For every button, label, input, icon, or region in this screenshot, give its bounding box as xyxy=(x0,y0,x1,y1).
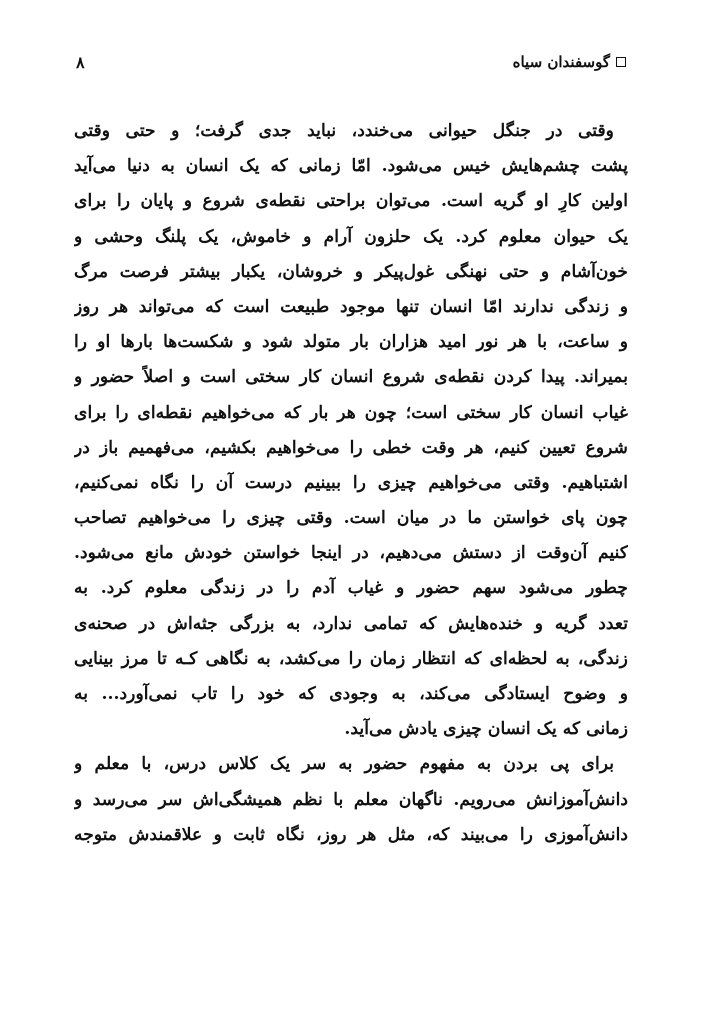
paragraph-2 xyxy=(74,747,628,853)
text-line: و وضوح ایستادگی می‌کند، به وجودی که خود را تاب نمی‌آورد... به xyxy=(74,684,628,704)
text-line: شروع تعیین کنیم، هر وقت خطی را می‌خواهیم بکشیم، می‌فهمیم باز در xyxy=(74,437,628,458)
text-line: اولین کارِ او گریه است. می‌توان براحتی نقطه‌ی شروع و پایان را برای xyxy=(74,191,628,212)
square-bullet-icon xyxy=(616,57,626,67)
page-number: ۸ xyxy=(76,52,85,72)
text-line: زمانی که یک انسان چیزی یادش می‌آید. xyxy=(344,719,628,740)
text-line: چون پای خواستن ما در میان است. وقتی چیزی را می‌خواهیم تصاحب xyxy=(74,508,628,529)
text-line: وقتی در جنگل حیوانی می‌خندد، نباید جدی گرفت؛ و حتی وقتی xyxy=(74,121,614,141)
text-line: خون‌آشام و حتی نهنگی غول‌پیکر و خروشان، یکبار بیشتر فرصت مرگ xyxy=(74,261,628,282)
text-line: بمیراند. پیدا کردن نقطه‌ی شروع انسان کار سختی است و اصلاً حضور و xyxy=(74,367,628,388)
text-line: و زندگی ندارند امّا انسان تنها موجود طبیعت است که می‌تواند هر روز xyxy=(74,296,628,317)
text-line: دانش‌آموزی را می‌بیند که، مثل هر روز، نگاه ثابت و علاقمندش متوجه xyxy=(74,824,628,845)
text-line: پشت چشم‌هایش خیس می‌شود. امّا زمانی که یک انسان به دنیا می‌آید xyxy=(74,156,628,177)
text-line: برای پی بردن به مفهوم حضور به سر یک کلاس درس، با معلم و xyxy=(74,754,614,775)
running-header xyxy=(76,48,626,76)
text-line: کنیم آن‌وقت از دستش می‌دهیم، در اینجا خواستن خودش مانع می‌شود. xyxy=(74,543,628,564)
text-line: دانش‌آموزانش می‌رویم. ناگهان معلم با نظم همیشگی‌اش سر می‌رسد و xyxy=(74,789,628,810)
text-line: زندگی، به لحظه‌ای که انتظار زمان را می‌کشد، به نگاهی کـه تا مرز بینایی xyxy=(74,648,628,669)
text-line: چطور می‌شود سهم حضور و غیاب آدم را در زندگی معلوم کرد. به xyxy=(74,578,628,599)
book-title: گوسفندان سیاه xyxy=(512,53,610,71)
paragraph-1 xyxy=(74,114,628,747)
text-line: و ساعت، با هر نور امید هزاران بار متولد شود و شکست‌ها بارها او را xyxy=(74,332,628,353)
text-line: یک حیوان معلوم کرد. یک حلزون آرام و خاموش، یک پلنگ وحشی و xyxy=(74,226,628,247)
text-line: غیاب انسان کار سختی است؛ چون هر بار که می‌خواهیم نقطه‌ای را برای xyxy=(74,402,628,423)
body-text xyxy=(74,114,628,853)
text-line: تعدد گریه و خنده‌هایش که تمامی ندارد، به بزرگی جثه‌اش در صحنه‌ی xyxy=(74,613,628,634)
text-line: اشتباهیم. وقتی می‌خواهیم چیزی را ببینیم درست آن را نگاه نمی‌کنیم، xyxy=(74,472,628,493)
